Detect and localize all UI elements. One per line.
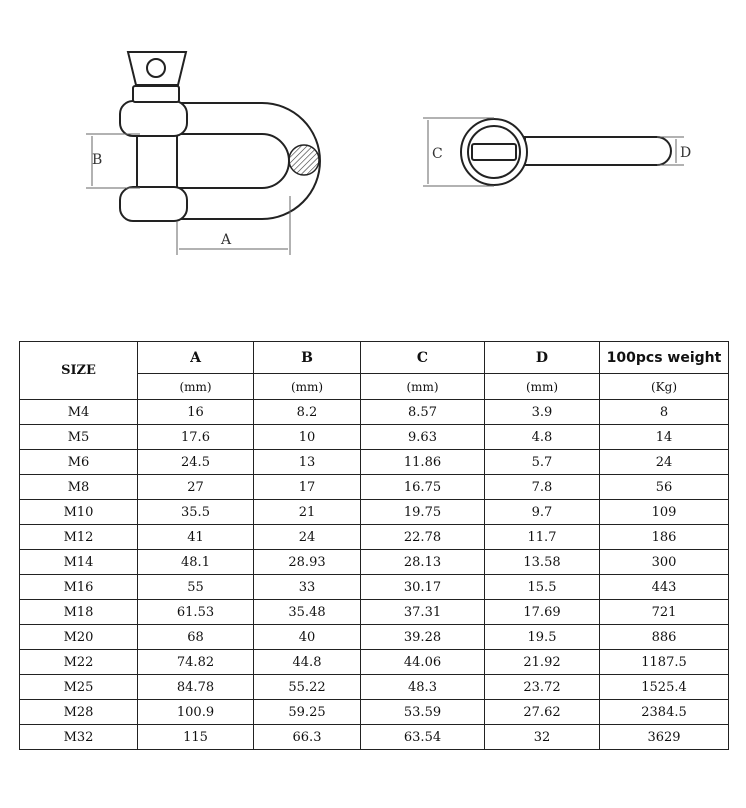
value-b-cell: 13 bbox=[254, 450, 361, 475]
unit-b: (mm) bbox=[254, 374, 361, 400]
value-b-cell: 35.48 bbox=[254, 600, 361, 625]
value-b-cell: 24 bbox=[254, 525, 361, 550]
size-header: SIZE bbox=[20, 342, 138, 400]
side-view bbox=[120, 52, 320, 221]
col-header-a: A bbox=[138, 342, 254, 374]
table-row bbox=[20, 475, 729, 500]
value-b-cell: 21 bbox=[254, 500, 361, 525]
table-row bbox=[20, 550, 729, 575]
size-cell: M4 bbox=[20, 400, 138, 425]
size-cell: M25 bbox=[20, 675, 138, 700]
weight-cell: 109 bbox=[600, 500, 729, 525]
size-cell: M16 bbox=[20, 575, 138, 600]
unit-c: (mm) bbox=[361, 374, 485, 400]
value-d-cell: 15.5 bbox=[485, 575, 600, 600]
dim-label-c: C bbox=[432, 146, 443, 162]
value-c-cell: 48.3 bbox=[361, 675, 485, 700]
table-row bbox=[20, 500, 729, 525]
size-cell: M18 bbox=[20, 600, 138, 625]
weight-cell: 886 bbox=[600, 625, 729, 650]
value-d-cell: 19.5 bbox=[485, 625, 600, 650]
size-cell: M6 bbox=[20, 450, 138, 475]
unit-d: (mm) bbox=[485, 374, 600, 400]
table-row bbox=[20, 600, 729, 625]
size-cell: M32 bbox=[20, 725, 138, 750]
value-a-cell: 17.6 bbox=[138, 425, 254, 450]
col-header-d: D bbox=[485, 342, 600, 374]
size-cell: M12 bbox=[20, 525, 138, 550]
size-cell: M14 bbox=[20, 550, 138, 575]
value-d-cell: 3.9 bbox=[485, 400, 600, 425]
weight-cell: 1187.5 bbox=[600, 650, 729, 675]
value-a-cell: 48.1 bbox=[138, 550, 254, 575]
weight-cell: 14 bbox=[600, 425, 729, 450]
value-c-cell: 8.57 bbox=[361, 400, 485, 425]
table-body bbox=[20, 400, 729, 750]
size-spec-table bbox=[19, 341, 729, 750]
value-c-cell: 11.86 bbox=[361, 450, 485, 475]
value-b-cell: 33 bbox=[254, 575, 361, 600]
value-a-cell: 115 bbox=[138, 725, 254, 750]
value-d-cell: 5.7 bbox=[485, 450, 600, 475]
size-cell: M8 bbox=[20, 475, 138, 500]
unit-a: (mm) bbox=[138, 374, 254, 400]
value-b-cell: 10 bbox=[254, 425, 361, 450]
value-b-cell: 17 bbox=[254, 475, 361, 500]
value-a-cell: 100.9 bbox=[138, 700, 254, 725]
col-header-weight: 100pcs weight bbox=[600, 342, 729, 374]
value-c-cell: 63.54 bbox=[361, 725, 485, 750]
value-d-cell: 9.7 bbox=[485, 500, 600, 525]
value-d-cell: 11.7 bbox=[485, 525, 600, 550]
size-cell: M20 bbox=[20, 625, 138, 650]
shackle-drawing bbox=[0, 0, 746, 300]
value-c-cell: 37.31 bbox=[361, 600, 485, 625]
value-a-cell: 41 bbox=[138, 525, 254, 550]
end-view bbox=[461, 119, 671, 185]
table-row bbox=[20, 400, 729, 425]
value-a-cell: 55 bbox=[138, 575, 254, 600]
value-d-cell: 23.72 bbox=[485, 675, 600, 700]
table-row bbox=[20, 625, 729, 650]
weight-cell: 56 bbox=[600, 475, 729, 500]
table-row bbox=[20, 650, 729, 675]
table-row bbox=[20, 575, 729, 600]
value-b-cell: 55.22 bbox=[254, 675, 361, 700]
weight-cell: 8 bbox=[600, 400, 729, 425]
value-a-cell: 68 bbox=[138, 625, 254, 650]
value-a-cell: 24.5 bbox=[138, 450, 254, 475]
unit-weight: (Kg) bbox=[600, 374, 729, 400]
table-row bbox=[20, 525, 729, 550]
value-c-cell: 9.63 bbox=[361, 425, 485, 450]
value-a-cell: 16 bbox=[138, 400, 254, 425]
value-d-cell: 21.92 bbox=[485, 650, 600, 675]
value-c-cell: 44.06 bbox=[361, 650, 485, 675]
value-d-cell: 4.8 bbox=[485, 425, 600, 450]
size-cell: M28 bbox=[20, 700, 138, 725]
weight-cell: 3629 bbox=[600, 725, 729, 750]
value-b-cell: 8.2 bbox=[254, 400, 361, 425]
value-b-cell: 44.8 bbox=[254, 650, 361, 675]
value-c-cell: 30.17 bbox=[361, 575, 485, 600]
table-row bbox=[20, 425, 729, 450]
table-row bbox=[20, 700, 729, 725]
dim-label-d: D bbox=[680, 145, 692, 161]
dim-label-a: A bbox=[221, 232, 232, 248]
value-d-cell: 13.58 bbox=[485, 550, 600, 575]
table-row bbox=[20, 725, 729, 750]
value-d-cell: 7.8 bbox=[485, 475, 600, 500]
value-a-cell: 35.5 bbox=[138, 500, 254, 525]
value-b-cell: 28.93 bbox=[254, 550, 361, 575]
header-row bbox=[20, 342, 729, 374]
weight-cell: 1525.4 bbox=[600, 675, 729, 700]
value-c-cell: 28.13 bbox=[361, 550, 485, 575]
value-a-cell: 27 bbox=[138, 475, 254, 500]
col-header-b: B bbox=[254, 342, 361, 374]
value-c-cell: 22.78 bbox=[361, 525, 485, 550]
weight-cell: 443 bbox=[600, 575, 729, 600]
weight-cell: 186 bbox=[600, 525, 729, 550]
size-cell: M22 bbox=[20, 650, 138, 675]
table-row bbox=[20, 675, 729, 700]
value-c-cell: 19.75 bbox=[361, 500, 485, 525]
weight-cell: 721 bbox=[600, 600, 729, 625]
size-cell: M5 bbox=[20, 425, 138, 450]
dim-label-b: B bbox=[92, 152, 103, 168]
value-c-cell: 53.59 bbox=[361, 700, 485, 725]
value-a-cell: 84.78 bbox=[138, 675, 254, 700]
value-d-cell: 27.62 bbox=[485, 700, 600, 725]
value-c-cell: 16.75 bbox=[361, 475, 485, 500]
value-b-cell: 59.25 bbox=[254, 700, 361, 725]
table-row bbox=[20, 450, 729, 475]
value-c-cell: 39.28 bbox=[361, 625, 485, 650]
col-header-c: C bbox=[361, 342, 485, 374]
value-d-cell: 32 bbox=[485, 725, 600, 750]
weight-cell: 2384.5 bbox=[600, 700, 729, 725]
value-b-cell: 40 bbox=[254, 625, 361, 650]
value-a-cell: 61.53 bbox=[138, 600, 254, 625]
weight-cell: 24 bbox=[600, 450, 729, 475]
size-cell: M10 bbox=[20, 500, 138, 525]
value-b-cell: 66.3 bbox=[254, 725, 361, 750]
value-d-cell: 17.69 bbox=[485, 600, 600, 625]
value-a-cell: 74.82 bbox=[138, 650, 254, 675]
weight-cell: 300 bbox=[600, 550, 729, 575]
